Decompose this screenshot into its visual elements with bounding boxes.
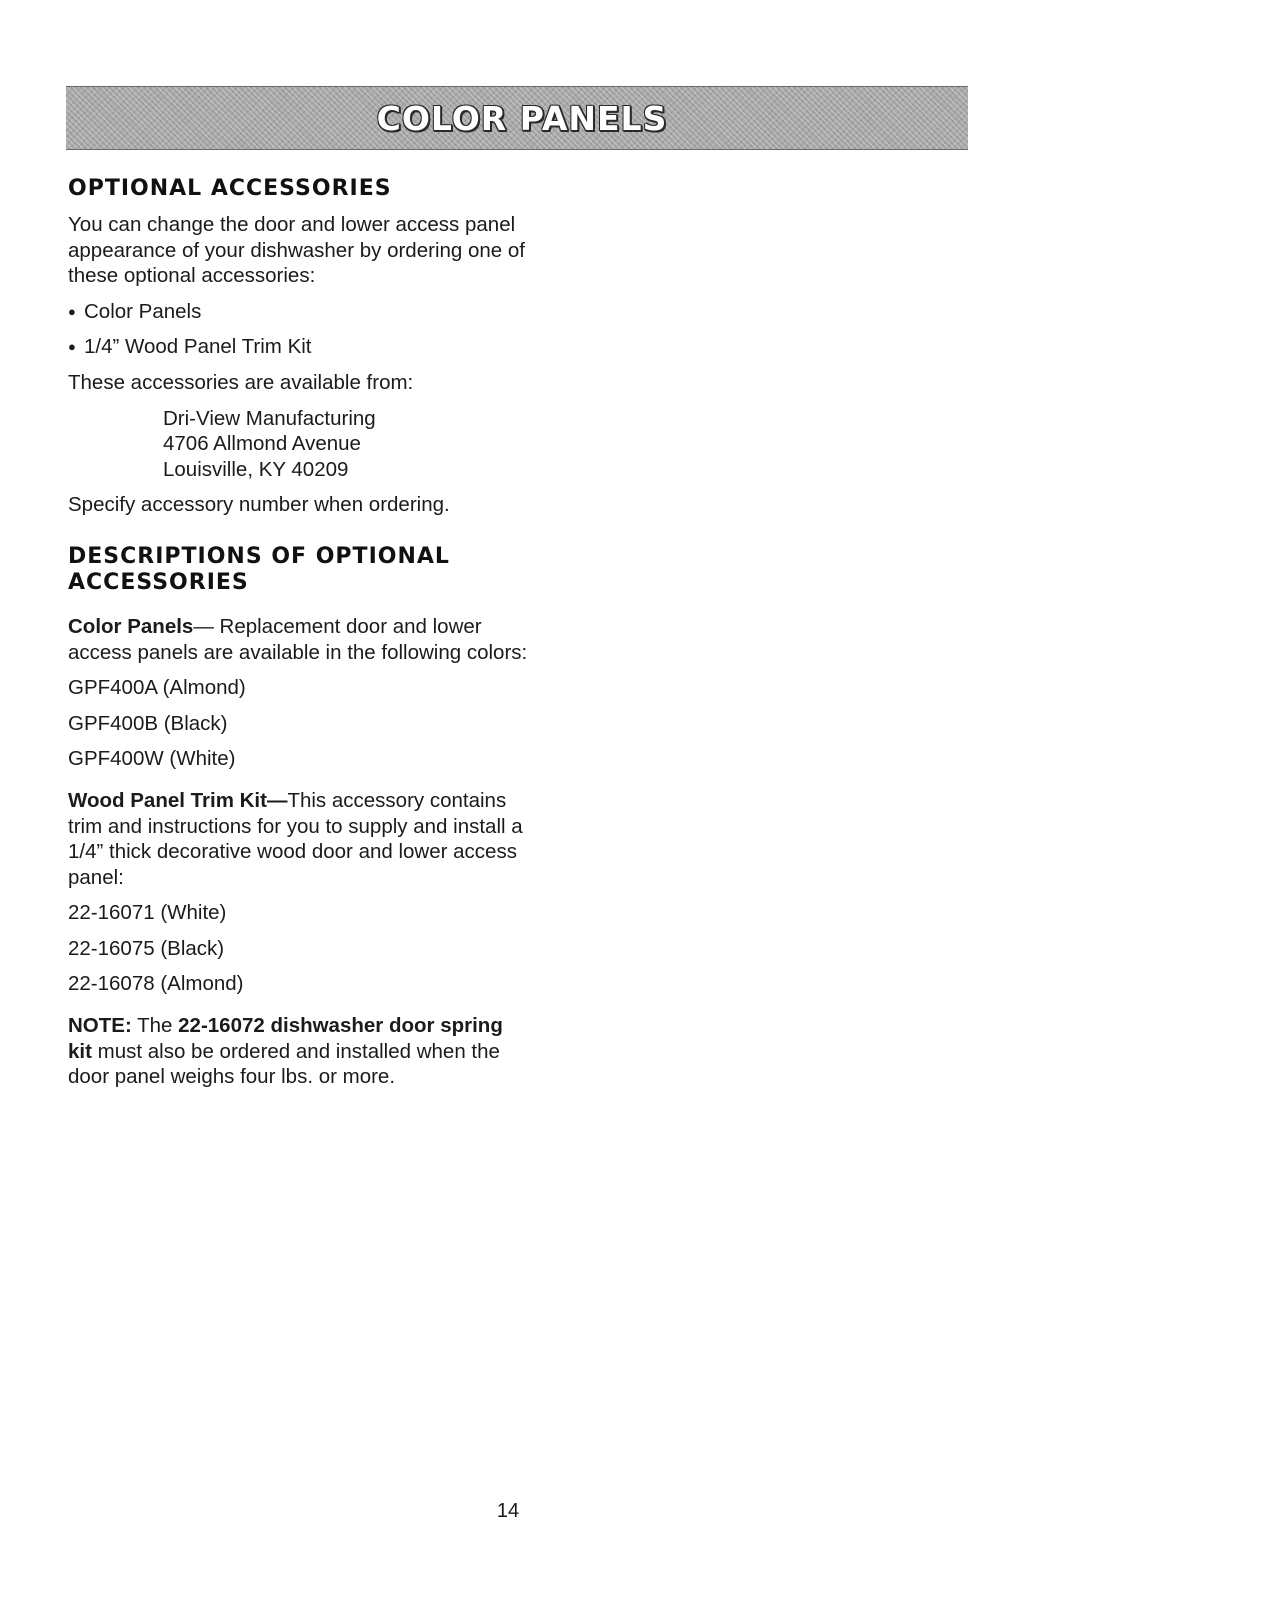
color-panels-description bbox=[68, 614, 528, 665]
color-panel-item: GPF400B (Black) bbox=[68, 711, 228, 735]
availability-text: These accessories are available from: bbox=[68, 370, 414, 394]
note-text-1: The bbox=[131, 1014, 179, 1038]
bullet-icon: ● bbox=[68, 339, 76, 355]
wood-kit-text: This accessory contains trim and instructions for you to supply and install a 1/4” thick decorative wood door and lower access panel: bbox=[68, 788, 523, 889]
optional-accessories-heading: OPTIONAL ACCESSORIES bbox=[68, 176, 392, 201]
bullet-text: 1/4” Wood Panel Trim Kit bbox=[84, 335, 312, 359]
wood-kit-dash: — bbox=[266, 788, 288, 812]
wood-kit-description bbox=[68, 788, 528, 890]
page-number: 14 bbox=[496, 1500, 520, 1522]
bullet-icon: ● bbox=[68, 303, 76, 319]
descriptions-heading: DESCRIPTIONS OF OPTIONAL ACCESSORIES bbox=[68, 543, 450, 595]
section-banner bbox=[66, 86, 968, 150]
color-panel-item: GPF400W (White) bbox=[68, 747, 236, 771]
color-panels-label: Color Panels bbox=[68, 614, 194, 638]
note-text-2: must also be ordered and installed when the door panel weighs four lbs. or more. bbox=[68, 1039, 500, 1089]
wood-kit-item: 22-16078 (Almond) bbox=[68, 972, 244, 996]
bullet-text: Color Panels bbox=[84, 299, 202, 323]
color-panel-item: GPF400A (Almond) bbox=[68, 676, 246, 700]
note-label: NOTE: bbox=[68, 1014, 132, 1038]
wood-kit-item: 22-16075 (Black) bbox=[68, 936, 225, 960]
address-line: Dri-View Manufacturing bbox=[163, 406, 376, 430]
banner-title: COLOR PANELS bbox=[376, 98, 668, 138]
wood-kit-item: 22-16071 (White) bbox=[68, 901, 227, 925]
address-line: Louisville, KY 40209 bbox=[163, 457, 349, 481]
color-panels-text: Replacement door and lower access panels are available in the following colors: bbox=[68, 614, 528, 664]
note-paragraph bbox=[68, 1013, 528, 1090]
bullet-item bbox=[68, 299, 528, 325]
note-kit-name: 22-16072 dishwasher door spring kit bbox=[68, 1014, 503, 1063]
intro-paragraph: You can change the door and lower access panel appearance of your dishwasher by ordering one of these optional accessories: bbox=[68, 213, 525, 288]
specify-text: Specify accessory number when ordering. bbox=[68, 493, 450, 517]
main-content bbox=[68, 176, 528, 1100]
supplier-address bbox=[163, 406, 528, 483]
color-panels-dash: — bbox=[193, 614, 214, 638]
address-line: 4706 Allmond Avenue bbox=[163, 432, 361, 456]
bullet-item bbox=[68, 334, 528, 360]
wood-kit-label: Wood Panel Trim Kit bbox=[68, 788, 267, 812]
